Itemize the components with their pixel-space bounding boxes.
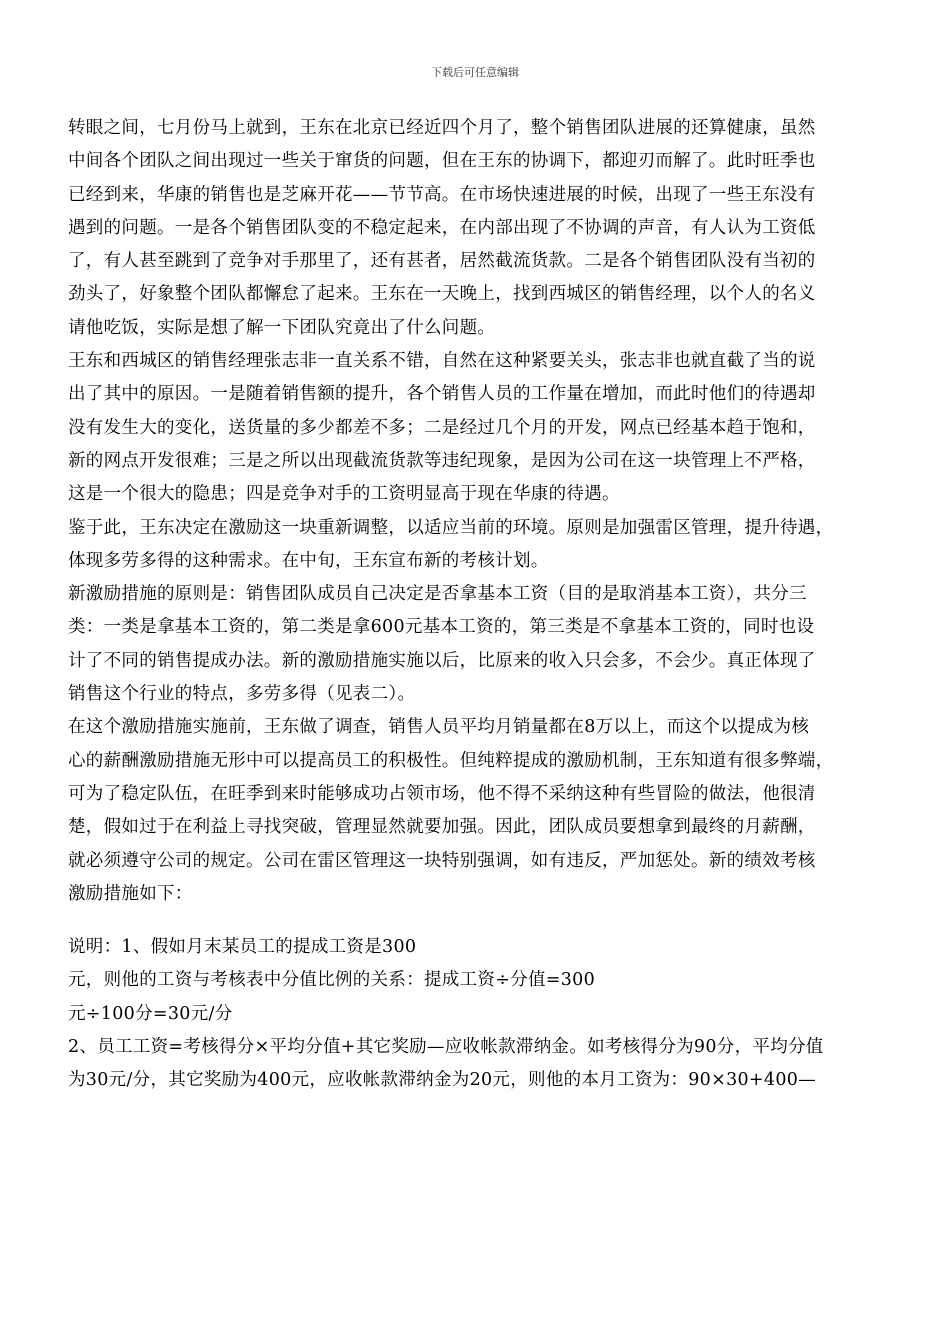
note-salary-formula: 2、员工工资=考核得分×平均分值+其它奖励—应收帐款滞纳金。如考核得分为90分，平均分值 为30元/分，其它奖励为400元，应收帐款滞纳金为20元，则他的本月工资为：90×30+400— (68, 1037, 824, 1091)
paragraph-survey: 在这个激励措施实施前，王东做了调查，销售人员平均月销量都在8万以上，而这个以提成为核 心的薪酬激励措施无形中可以提高员工的积极性。但纯粹提成的激励机制，王东知道有很多弊端， 可为了稳定队伍，在旺季到来时能够成功占领市场，他不得不采纳这种有些冒险的做法，他很清 楚，假如过于在利益上寻找突破，管理显然就要加强。因此，团队成员要想拿到最终的月薪酬， 就必须遵守公司的规定。公司在雷区管理这一块特别强调，如有违反，严加惩处。新的绩效考核 激励措施如下： (68, 717, 834, 904)
paragraph-reasons: 王东和西城区的销售经理张志非一直关系不错，自然在这种紧要关头，张志非也就直截了当的说 出了其中的原因。一是随着销售额的提升，各个销售人员的工作量在增加，而此时他们的待遇却 没有发生大的变化，送货量的多少都差不多；二是经过几个月的开发，网点已经基本趋于饱和， 新的网点开发很难；三是之所以出现截流货款等违纪现象，是因为公司在这一块管理上不严格， 这是一个很大的隐患；四是竞争对手的工资明显高于现在华康的待遇。 (68, 351, 816, 505)
paragraph-opening: 转眼之间，七月份马上就到，王东在北京已经近四个月了，整个销售团队进展的还算健康，虽然 中间各个团队之间出现过一些关于窜货的问题，但在王东的协调下，都迎刃而解了。此时旺季也 已经到来，华康的销售也是芝麻开花——节节高。在市场快速进展的时候，出现了一些王东没有 遇到的问题。一是各个销售团队变的不稳定起来，在内部出现了不协调的声音，有人认为工资低 了，有人甚至跳到了竞争对手那里了，还有甚者，居然截流货款。二是各个销售团队没有当初的 劲头了，好象整个团队都懈怠了起来。王东在一天晚上，找到西城区的销售经理，以个人的名义 请他吃饭，实际是想了解一下团队究竟出了什么问题。 (68, 118, 816, 338)
paragraph-decision: 鉴于此，王东决定在激励这一块重新调整，以适应当前的环境。原则是加强雷区管理，提升待遇， 体现多劳多得的这种需求。在中旬，王东宣布新的考核计划。 (68, 517, 834, 571)
page-header: 下载后可任意编辑 (431, 66, 519, 79)
note-explanation: 说明：1、假如月末某员工的提成工资是300 元，则他的工资与考核表中分值比例的关系：提成工资÷分值=300 元÷100分=30元/分 (68, 937, 596, 1024)
table-gap (68, 911, 880, 931)
paragraph-principles: 新激励措施的原则是：销售团队成员自己决定是否拿基本工资（目的是取消基本工资），共分三 类：一类是拿基本工资的，第二类是拿600元基本工资的，第三类是不拿基本工资的，同时也设 计了不同的销售提成办法。新的激励措施实施以后，比原来的收入只会多，不会少。真正体现了 销售这个行业的特点，多劳多得（见表二）。 (68, 584, 816, 705)
document-body (68, 112, 880, 1098)
